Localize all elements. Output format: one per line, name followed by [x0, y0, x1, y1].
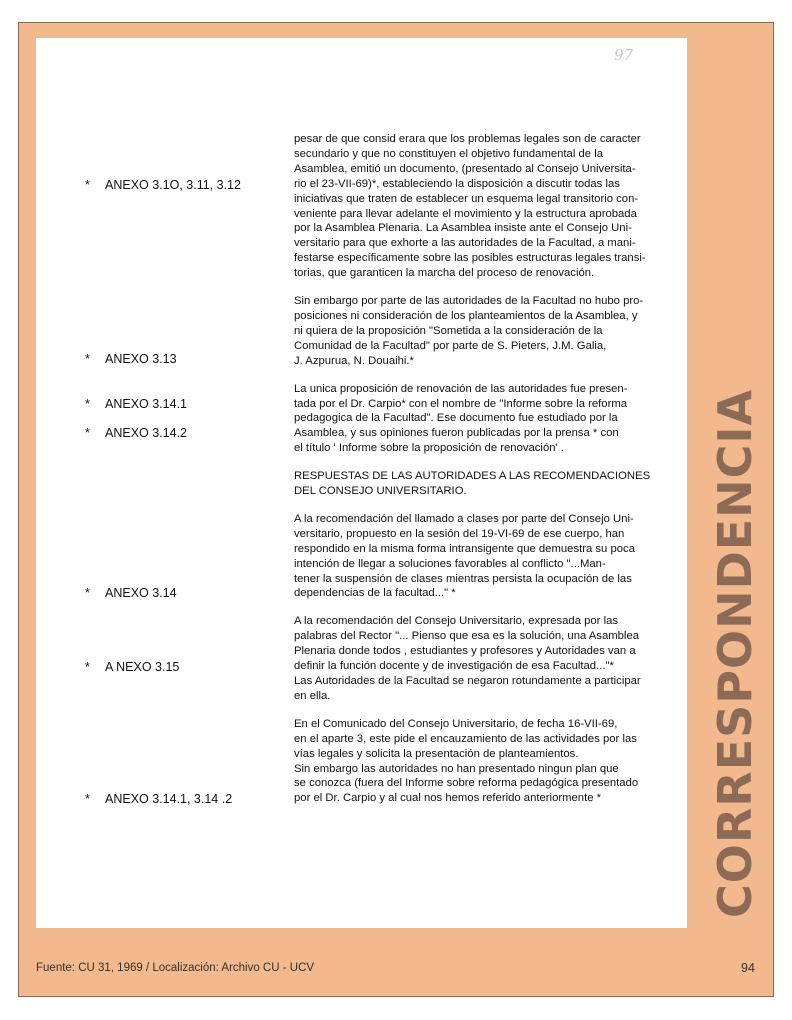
- text-line: Comunidad de la Facultad" por parte de S. Pieters, J.M. Galia,: [294, 339, 607, 352]
- annex-reference: * ANEXO 3.14.2: [85, 426, 187, 440]
- text-line: intención de llegar a soluciones favorables al conflicto "...Man-: [294, 557, 606, 570]
- heading-line: RESPUESTAS DE LAS AUTORIDADES A LAS RECOMENDACIONES: [294, 470, 651, 483]
- text-line: A la recomendación del Consejo Universitario, expresada por las: [294, 615, 619, 628]
- annex-reference: * ANEXO 3.1O, 3.11, 3.12: [85, 178, 241, 192]
- text-line: versitario para que exhorte a las autoridades de la Facultad, a mani-: [294, 237, 636, 250]
- section-heading: [294, 469, 684, 499]
- handwritten-page-note: 97: [614, 46, 634, 64]
- document-body: [294, 132, 684, 819]
- text-line: Asamblea, emitió un documento, (presentado al Consejo Universita-: [294, 162, 636, 175]
- text-line: festarse específicamente sobre las posibles estructuras legales transi-: [294, 252, 646, 265]
- text-line: el título ' Informe sobre la proposición de renovación' .: [294, 442, 564, 455]
- text-line: Plenaria donde todos , estudiantes y profesores y Autoridades van a: [294, 645, 636, 658]
- text-line: Sin embargo por parte de las autoridades de la Facultad no hubo pro-: [294, 295, 644, 308]
- text-line: Sin embargo las autoridades no han presentado ningun plan que: [294, 762, 619, 775]
- text-line: respondido en la misma forma intransigente que demuestra su poca: [294, 542, 635, 555]
- text-line: veniente para llevar adelante el movimiento y la estructura aprobada: [294, 207, 637, 220]
- text-line: Asamblea, y sus opiniones fueron publicadas por la prensa * con: [294, 427, 619, 440]
- text-line: por el Dr. Carpio y al cual nos hemos referido anteriormente *: [294, 792, 602, 805]
- section-side-title: CORRESPONDENCIA: [708, 388, 762, 918]
- text-line: En el Comunicado del Consejo Universitario, de fecha 16-VII-69,: [294, 717, 618, 730]
- text-line: pedagogica de la Facultad". Ese documento fue estudiado por la: [294, 412, 618, 425]
- text-line: ni quiera de la proposición "Sometida a la consideración de la: [294, 324, 603, 337]
- paragraph: [294, 382, 684, 457]
- text-line: dependencias de la facultad..." *: [294, 587, 456, 600]
- page-number: 94: [741, 961, 755, 975]
- text-line: J. Azpurua, N. Douaihi.*: [294, 354, 414, 367]
- text-line: en el aparte 3, este pide el encauzamiento de las actividades por las: [294, 732, 637, 745]
- text-line: rio el 23-VII-69)*, estableciendo la disposición a discutir todas las: [294, 177, 620, 190]
- text-line: por la Asamblea Plenaria. La Asamblea insiste ante el Consejo Uni-: [294, 222, 632, 235]
- annex-reference: * ANEXO 3.14.1, 3.14 .2: [85, 792, 233, 806]
- annex-reference: * ANEXO 3.13: [85, 352, 177, 366]
- paragraph: [294, 614, 684, 703]
- text-line: iniciativas que traten de establecer un esquema legal transitorio con-: [294, 192, 639, 205]
- text-line: en ella.: [294, 689, 331, 702]
- text-line: pesar de que consid erara que los problemas legales son de caracter: [294, 133, 641, 145]
- text-line: A la recomendación del llamado a clases por parte del Consejo Uni-: [294, 512, 634, 525]
- text-line: posiciones ni consideración de los planteamientos de la Asamblea, y: [294, 309, 638, 322]
- text-line: torias, que garanticen la marcha del proceso de renovación.: [294, 267, 595, 280]
- annex-reference: * A NEXO 3.15: [85, 660, 180, 674]
- text-line: versitario, propuesto en la sesión del 19-VI-69 de ese cuerpo, han: [294, 527, 625, 540]
- annex-reference: * ANEXO 3.14.1: [85, 397, 187, 411]
- paragraph: [294, 512, 684, 601]
- text-line: palabras del Rector "... Pienso que esa es la solución, una Asamblea: [294, 630, 640, 643]
- text-line: tener la suspensión de clases mientras persista la ocupación de las: [294, 572, 632, 585]
- paragraph: [294, 294, 684, 369]
- footer-source: Fuente: CU 31, 1969 / Localización: Archivo CU - UCV: [36, 962, 315, 974]
- annex-reference: * ANEXO 3.14: [85, 586, 177, 600]
- text-line: se conozca (fuera del Informe sobre reforma pedagógica presentado: [294, 777, 639, 790]
- paragraph: [294, 132, 684, 281]
- text-line: vías legales y solicita la presentación de planteamientos.: [294, 747, 579, 760]
- heading-line: DEL CONSEJO UNIVERSITARIO.: [294, 485, 467, 498]
- text-line: La unica proposición de renovación de las autoridades fue presen-: [294, 382, 628, 395]
- text-line: definir la función docente y de investigación de esa Facultad..."*: [294, 660, 614, 673]
- text-line: Las Autoridades de la Facultad se negaron rotundamente a participar: [294, 675, 641, 687]
- paragraph: [294, 717, 684, 806]
- text-line: secundario y que no constituyen el objetivo fundamental de la: [294, 147, 603, 160]
- text-line: tada por el Dr. Carpio* con el nombre de "Informe sobre la reforma: [294, 397, 628, 410]
